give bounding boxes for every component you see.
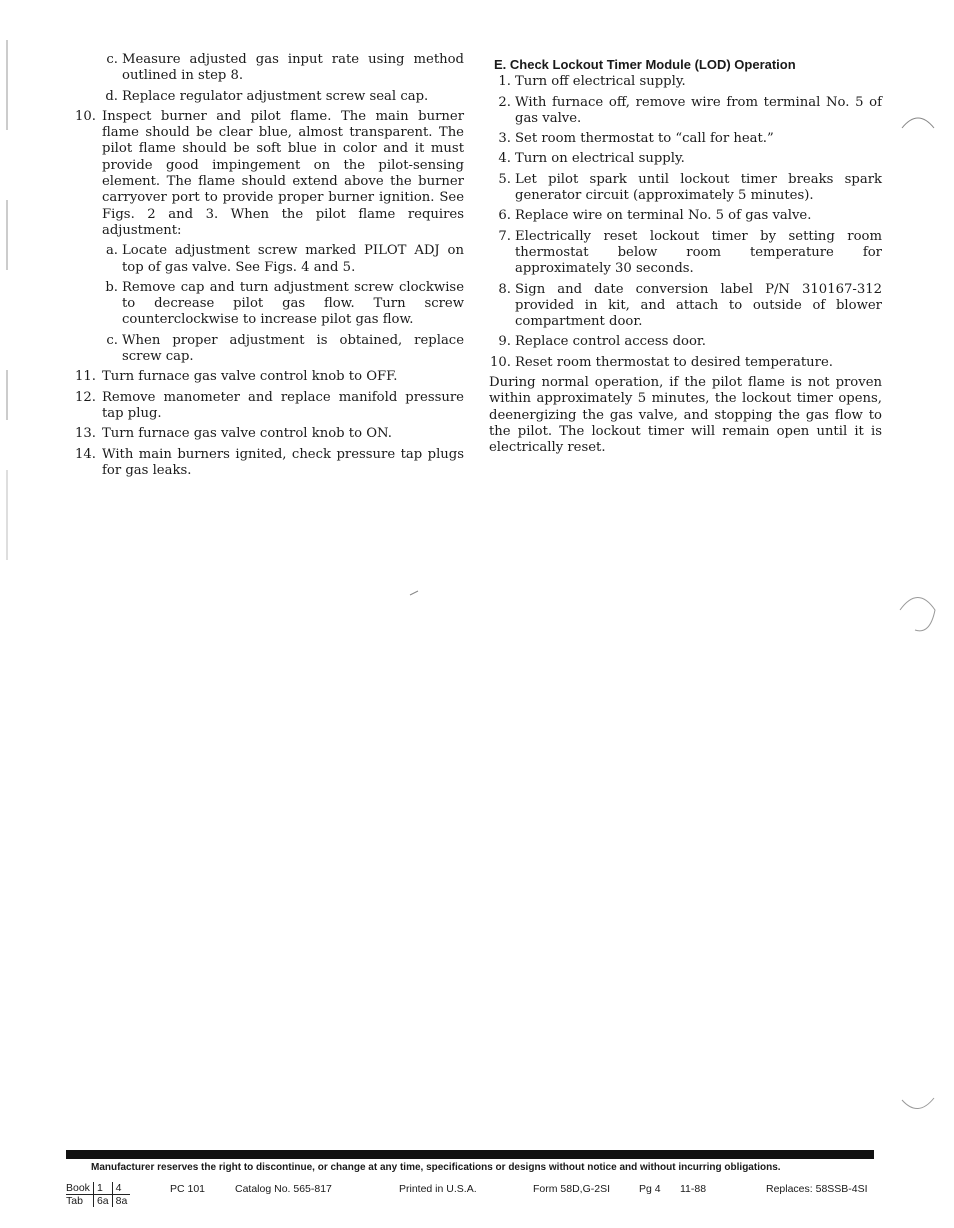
disclaimer: Manufacturer reserves the right to discontinue, or change at any time, specifications or designs without notice and without incurring obligations.	[91, 1162, 781, 1173]
tab-value-1: 6a	[93, 1195, 112, 1208]
book-label: Book	[66, 1182, 93, 1195]
step-text: Replace control access door.	[515, 334, 706, 350]
step-text: Turn off electrical supply.	[515, 74, 686, 90]
list-label: a.	[105, 243, 118, 259]
list-label: c.	[106, 52, 118, 67]
step-text: Replace wire on terminal No. 5 of gas valve.	[515, 208, 812, 224]
footer-rule	[66, 1150, 874, 1159]
catalog-number: Catalog No. 565-817	[235, 1183, 332, 1195]
section-heading: E. Check Lockout Timer Module (LOD) Operation	[494, 57, 796, 72]
step-number: 6.	[498, 208, 511, 224]
step10-sub-c	[76, 333, 464, 366]
step-text: Electrically reset lockout timer by setting room thermostat below room temperature for approximately 30 seconds.	[515, 228, 882, 277]
print-date: 11-88	[680, 1183, 707, 1195]
lod-step-2	[489, 95, 882, 128]
step9-sub-c	[76, 52, 464, 85]
step-number: 12.	[75, 389, 96, 405]
step-number: 13.	[75, 426, 96, 442]
step-number: 10.	[75, 108, 96, 124]
step-text: Reset room thermostat to desired temperature.	[515, 354, 833, 370]
step9-sub-d	[76, 89, 464, 105]
replaces: Replaces: 58SSB-4SI	[766, 1183, 868, 1195]
step10-sub-a	[76, 243, 464, 276]
step-number: 5.	[498, 171, 511, 187]
book-tab-grid	[66, 1182, 130, 1207]
right-column	[489, 52, 882, 457]
list-text: Locate adjustment screw marked PILOT ADJ on top of gas valve. See Figs. 4 and 5.	[122, 243, 464, 275]
step-number: 3.	[498, 131, 511, 147]
step-text: Set room thermostat to “call for heat.”	[515, 131, 774, 147]
lod-step-1	[489, 74, 882, 90]
lod-step-10	[489, 355, 882, 371]
lod-step-3	[489, 131, 882, 147]
closing-paragraph: During normal operation, if the pilot flame is not proven within approximately 5 minutes, the lockout timer opens, deenergizing the gas valve, and stopping the gas flow to the pilot. The lockout timer will remain open until it is electrically reset.	[489, 375, 882, 456]
step-number: 4.	[498, 151, 511, 167]
step-number: 8.	[498, 281, 511, 297]
page-number: Pg 4	[639, 1183, 661, 1195]
lod-step-6	[489, 208, 882, 224]
list-text: Replace regulator adjustment screw seal cap.	[122, 88, 429, 104]
step-text: With main burners ignited, check pressure tap plugs for gas leaks.	[102, 446, 464, 478]
step-text: Remove manometer and replace manifold pressure tap plug.	[102, 389, 464, 421]
list-label: b.	[105, 279, 118, 295]
list-label: d.	[105, 88, 118, 104]
step-13	[76, 426, 464, 442]
step-14	[76, 447, 464, 480]
lod-step-8	[489, 282, 882, 331]
footer	[66, 1182, 886, 1212]
step-text: Turn furnace gas valve control knob to ON.	[102, 426, 392, 442]
step-text: Let pilot spark until lockout timer breaks spark generator circuit (approximately 5 minutes).	[515, 171, 882, 204]
step-text: Sign and date conversion label P/N 310167-312 provided in kit, and attach to outside of blower compartment door.	[515, 281, 882, 330]
list-label: c.	[106, 332, 118, 348]
list-text: Remove cap and turn adjustment screw clockwise to decrease pilot gas flow. Turn screw counterclockwise to increase pilot gas flow.	[122, 279, 464, 328]
step-number: 1.	[498, 74, 511, 90]
left-column	[76, 52, 464, 483]
printed-in: Printed in U.S.A.	[399, 1183, 477, 1195]
lod-step-4	[489, 151, 882, 167]
lod-step-9	[489, 334, 882, 350]
step-text: Turn on electrical supply.	[515, 151, 685, 167]
step-text: Inspect burner and pilot flame. The main burner flame should be clear blue, almost transparent. The pilot flame should be soft blue in color and it must provide good impingement on the pilot-sensing element. The flame should extend above the burner carryover port to provide proper burner ignition. See Figs. 2 and 3. When the pilot flame requires adjustment:	[102, 108, 464, 238]
book-value-2: 4	[112, 1182, 130, 1195]
step-number: 9.	[498, 334, 511, 350]
tab-label: Tab	[66, 1195, 83, 1207]
form-number: Form 58D,G-2SI	[533, 1183, 611, 1195]
step-text: With furnace off, remove wire from terminal No. 5 of gas valve.	[515, 94, 882, 126]
step-10	[76, 109, 464, 239]
tab-value-2: 8a	[112, 1195, 130, 1208]
list-text: Measure adjusted gas input rate using method outlined in step 8.	[122, 52, 464, 84]
step-number: 10.	[490, 354, 511, 370]
lod-step-7	[489, 229, 882, 278]
step-number: 2.	[498, 94, 511, 110]
step-12	[76, 390, 464, 423]
step-number: 7.	[498, 228, 511, 244]
step-number: 11.	[75, 369, 96, 385]
step-text: Turn furnace gas valve control knob to OFF.	[102, 369, 398, 385]
step-11	[76, 369, 464, 385]
step-number: 14.	[75, 446, 96, 462]
lod-step-5	[489, 172, 882, 205]
book-value-1: 1	[93, 1182, 112, 1195]
list-text: When proper adjustment is obtained, replace screw cap.	[122, 332, 464, 365]
pc-number: PC 101	[170, 1183, 206, 1195]
step10-sub-b	[76, 280, 464, 329]
